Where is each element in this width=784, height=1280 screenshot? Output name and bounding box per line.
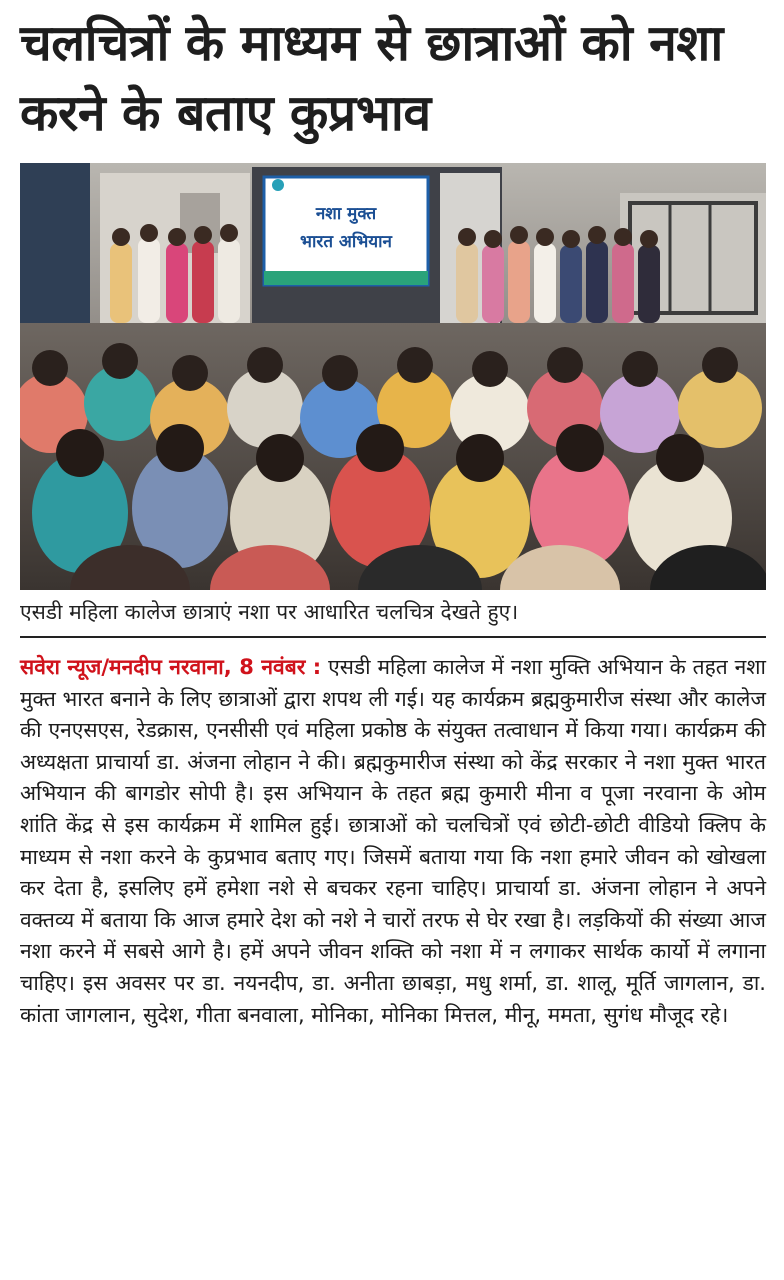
article-body-text: एसडी महिला कालेज में नशा मुक्ति अभियान के तहत नशा मुक्त भारत बनाने के लिए छात्राओं द्वारा शपथ ली गई। यह कार्यक्रम ब्रह्मकुमारीज संस्था और कालेज की एनएसएस, रेडक्रास, एनसीसी एवं महिला प्रकोष्ठ के संयुक्त तत्वाधान में किया गया। कार्यक्रम की अध्यक्षता प्राचार्या डा. अंजना लोहान ने की। ब्रह्मकुमारीज संस्था को केंद्र सरकार ने नशा मुक्त भारत अभियान की बागडोर सोपी है। इस अभियान के तहत ब्रह्म कुमारी मीना व पूजा नरवाना के ओम शांति केंद्र से इस कार्यक्रम में शामिल हुई। छात्राओं को चलचित्रों एवं छोटी-छोटी वीडियो क्लिप के माध्यम से नशा करने के कुप्रभाव बताए गए। जिसमें बताया गया कि नशा हमारे जीवन को खोखला कर देता है, इसलिए हमें हमेशा नशे से बचकर रहना चाहिए। प्राचार्या डा. अंजना लोहान ने अपने वक्तव्य में बताया कि आज हमारे देश को नशे ने चारों तरफ से घेर रखा है। लड़कियों की संख्या आज नशा करने में सबसे आगे है। हमें अपने जीवन शक्ति को नशा में न लगाकर सार्थक कार्यो में लगाना चाहिए। इस अवसर पर डा. नयनदीप, डा. अनीता छाबड़ा, मधु शर्मा, डा. शालू, मूर्ति जागलान, डा. कांता जागलान, सुदेश, गीता बनवाला, मोनिका, मोनिका मित्तल, मीनू, ममता, सुगंध मौजूद रहे। bbox=[20, 655, 766, 1027]
photo-caption: एसडी महिला कालेज छात्राएं नशा पर आधारित चलचित्र देखते हुए। bbox=[20, 600, 519, 624]
caption-divider bbox=[20, 636, 766, 638]
photo-illustration bbox=[20, 163, 766, 590]
screen-text-line1: नशा मुक्त bbox=[315, 204, 377, 224]
headline: चलचित्रों के माध्यम से छात्राओं को नशा करने के बताए कुप्रभाव bbox=[20, 14, 723, 142]
dateline: सवेरा न्यूज/मनदीप नरवाना, 8 नवंबर : bbox=[20, 655, 322, 679]
screen-text-line2: भारत अभियान bbox=[300, 232, 392, 252]
news-photo bbox=[20, 163, 766, 590]
article-body bbox=[20, 652, 766, 1031]
